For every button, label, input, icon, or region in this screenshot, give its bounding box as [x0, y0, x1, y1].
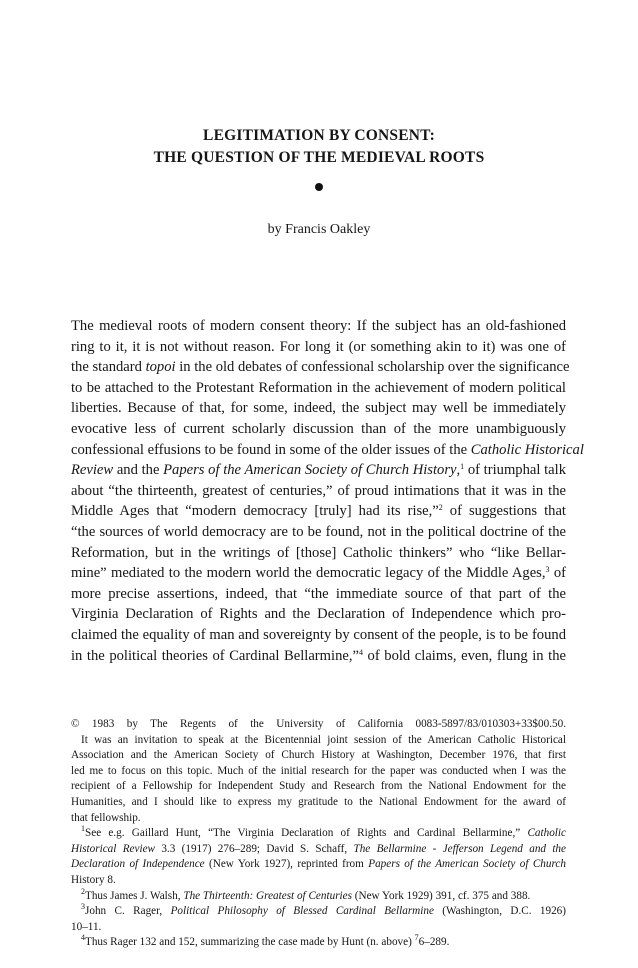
body-line: mine” mediated to the modern world the democratic legacy of the Middle Ages,$^3$ of	[71, 565, 566, 582]
article-title-line-2: THE QUESTION OF THE MEDIEVAL ROOTS	[153, 149, 485, 166]
footnote-line: History 8.	[71, 873, 116, 886]
body-line: more precise assertions, indeed, that “the immediate source of that part of the	[71, 585, 566, 602]
footnote-line: $^2$Thus James J. Walsh, The Thirteenth: Greatest of Centuries (New York 1929) 391, cf. 375 and 388.	[81, 886, 531, 902]
footnotes	[71, 717, 566, 951]
body-line: ring to it, it is not without reason. For long it (or something akin to it) was one of	[71, 338, 566, 355]
body-line: Middle Ages that “modern democracy [truly] had its rise,”$^2$ of suggestions that	[71, 503, 566, 520]
footnote-line: recipient of a Fellowship for Independent Study and Research from the National Endowment for the	[71, 780, 566, 793]
body-line: Review and the Papers of the American Society of Church History,$^1$ of triumphal talk	[71, 462, 566, 479]
footnote-line: 10–11.	[71, 920, 102, 933]
footnote-line: Historical Review 3.3 (1917) 276–289; David S. Schaff, The Bellarmine - Jefferson Legend and the	[71, 842, 566, 855]
body-line: to be attached to the Protestant Reformation in the achievement of modern political	[71, 379, 566, 396]
footnote-line: Association and the American Society of Church History at Washington, December 1976, that first	[71, 749, 566, 762]
body-line: in the political theories of Cardinal Bellarmine,”$^4$ of bold claims, even, flung in the	[71, 647, 566, 664]
footnote-line: Humanities, and I should like to express my gratitude to the National Endowment for the award of	[71, 795, 566, 808]
body-paragraph	[71, 316, 584, 666]
body-line: “the sources of world democracy are to be found, not in the political doctrine of the	[71, 523, 566, 540]
footnote-line: Declaration of Independence (New York 1927), reprinted from Papers of the American Society of Church	[71, 858, 566, 871]
body-line: liberties. Because of that, for some, indeed, the subject may well be immediately	[71, 400, 566, 417]
footnote-ref: 4	[358, 647, 363, 657]
body-line: evocative less of current scholarly discussion than of the more unambiguously	[71, 420, 566, 437]
body-line: claimed the equality of man and sovereignty by consent of the people, is to be found	[71, 626, 566, 643]
ornament-bullet-icon	[315, 183, 323, 191]
body-line: Virginia Declaration of Rights and the Declaration of Independence which pro-	[71, 606, 566, 623]
footnote-line: $^3$John C. Rager, Political Philosophy of Blessed Cardinal Bellarmine (Washington, D.C. 1926)	[81, 902, 566, 918]
author-byline: by Francis Oakley	[267, 222, 371, 237]
footnote-line: $^4$Thus Rager 132 and 152, summarizing the case made by Hunt (n. above) $^7$6–289.	[81, 933, 450, 949]
article-title-line-1: LEGITIMATION BY CONSENT:	[203, 127, 435, 144]
body-line: the standard topoi in the old debates of confessional scholarship over the significance	[71, 359, 570, 376]
footnote-line: $^1$See e.g. Gaillard Hunt, “The Virginia Declaration of Rights and Cardinal Bellarmine,” Catholic	[81, 824, 566, 840]
body-line: The medieval roots of modern consent theory: If the subject has an old-fashioned	[71, 318, 566, 334]
footnote-ref: 1	[460, 462, 465, 472]
copyright-line: © 1983 by The Regents of the University of California 0083-5897/83/010303+33$00.50.	[71, 718, 566, 730]
footnote-line: It was an invitation to speak at the Bicentennial joint session of the American Catholic Historical	[81, 733, 566, 746]
body-line: Reformation, but in the writings of [those] Catholic thinkers” who “like Bellar-	[71, 544, 566, 561]
footnote-ref: 2	[438, 503, 443, 513]
body-line: about “the thirteenth, greatest of centuries,” of proud intimations that it was in the	[71, 482, 566, 499]
footnote-line: that fellowship.	[71, 811, 141, 824]
body-line: confessional effusions to be found in some of the older issues of the Catholic Historical	[71, 441, 584, 458]
footnote-line: led me to focus on this topic. Much of the initial research for the paper was conducted when I was the	[71, 764, 566, 777]
footnote-ref: 3	[545, 565, 550, 575]
